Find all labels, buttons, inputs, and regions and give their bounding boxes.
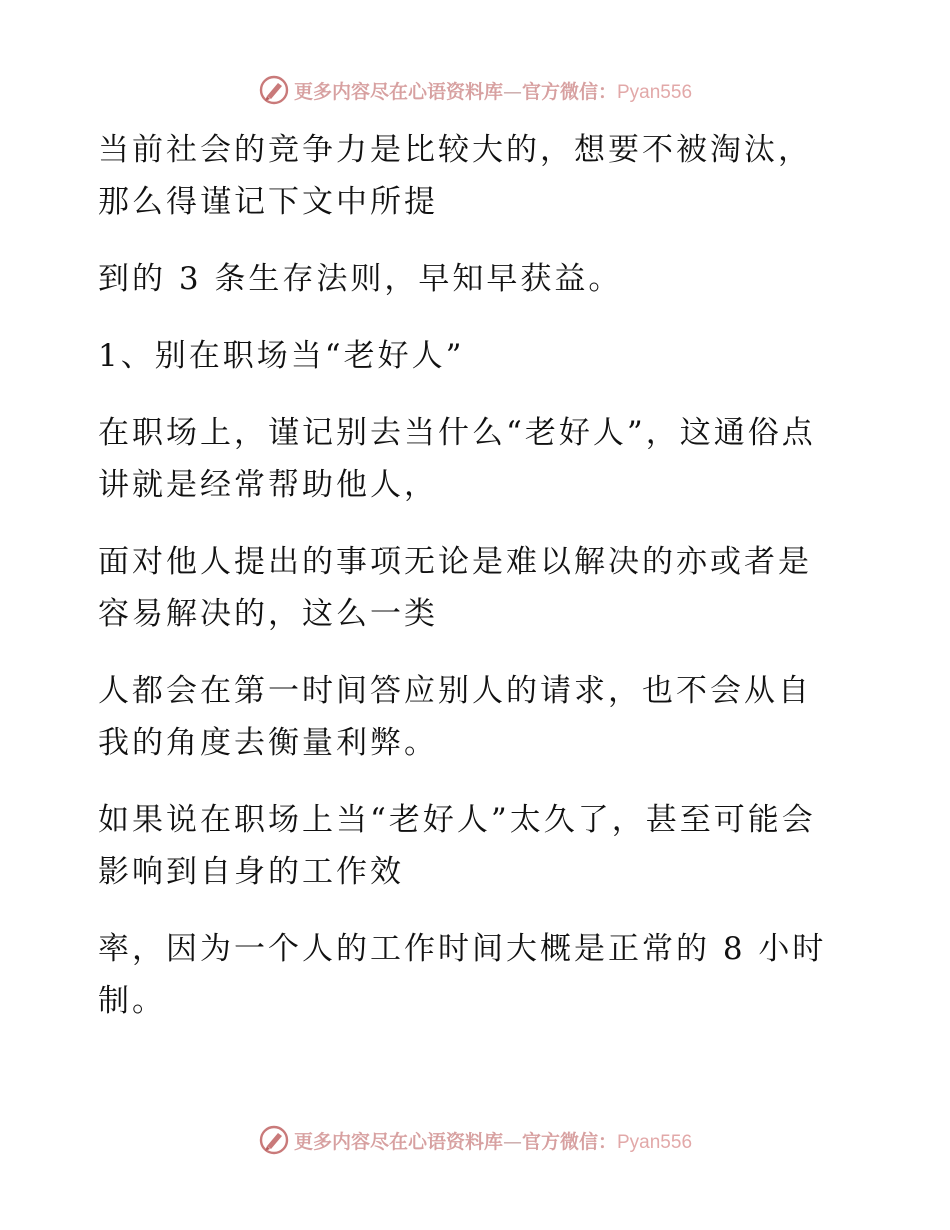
paragraph-3-heading: 1、别在职场当“老好人” [98, 338, 465, 374]
header-banner-wechat-id: Pyan556 [617, 81, 693, 103]
header-banner-site: 更多内容尽在心语资料库 [293, 80, 503, 103]
header-banner [0, 72, 950, 108]
header-banner-dash: — [502, 80, 522, 103]
paragraph-6: 人都会在第一时间答应别人的请求，也不会从自我的角度去衡量利弊。 [98, 673, 812, 761]
paragraph-1: 当前社会的竞争力是比较大的，想要不被淘汰，那么得谨记下文中所提 [98, 132, 812, 220]
footer-banner-text [294, 1127, 692, 1154]
document-body [98, 124, 838, 1052]
paragraph-2: 到的 3 条生存法则，早知早获益。 [98, 261, 623, 297]
paragraph-8: 率，因为一个人的工作时间大概是正常的 8 小时制。 [98, 931, 827, 1019]
paragraph-5: 面对他人提出的事项无论是难以解决的亦或者是容易解决的，这么一类 [98, 544, 812, 632]
paragraph-4: 在职场上，谨记别去当什么“老好人”，这通俗点讲就是经常帮助他人， [98, 415, 816, 503]
header-banner-text [294, 77, 692, 104]
footer-banner-wechat-label: 官方微信： [521, 1130, 617, 1153]
header-banner-wechat-label: 官方微信： [521, 80, 617, 103]
paragraph-7: 如果说在职场上当“老好人”太久了，甚至可能会影响到自身的工作效 [98, 802, 816, 890]
footer-banner-site: 更多内容尽在心语资料库 [293, 1130, 503, 1153]
pen-logo-icon [258, 1124, 290, 1156]
footer-banner-dash: — [502, 1130, 522, 1153]
pen-logo-icon [258, 74, 290, 106]
footer-banner [0, 1122, 950, 1158]
footer-banner-wechat-id: Pyan556 [617, 1131, 693, 1153]
